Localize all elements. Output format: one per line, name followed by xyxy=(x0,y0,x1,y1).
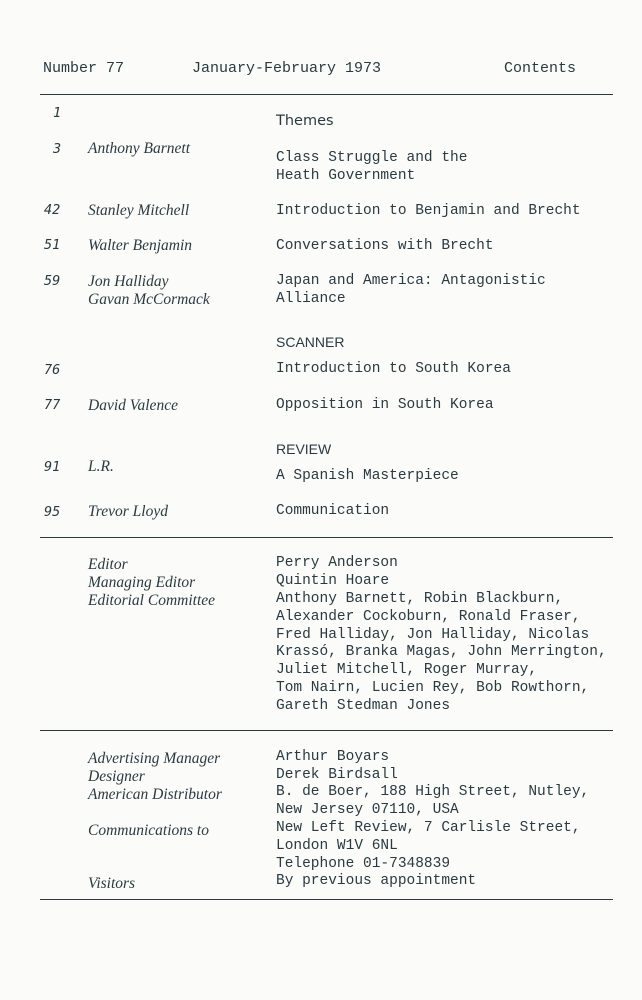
designer-name: Derek Birdsall xyxy=(276,767,398,783)
scanner-heading: SCANNER xyxy=(276,334,345,350)
committee-label: Editorial Committee xyxy=(88,592,216,609)
american-distributor: B. de Boer, 188 High Street, Nutley, New Jersey 07110, USA xyxy=(276,784,590,818)
managing-editor-label: Managing Editor xyxy=(88,574,196,591)
footer-rule xyxy=(40,899,613,900)
entry-author: Jon Halliday Gavan McCormack xyxy=(88,273,210,308)
visitors-note: By previous appointment xyxy=(276,873,477,889)
entry-title: Opposition in South Korea xyxy=(276,397,494,413)
issue-date: January-February 1973 xyxy=(192,60,382,77)
managing-editor-name: Quintin Hoare xyxy=(276,573,390,589)
entry-author: Walter Benjamin xyxy=(88,237,193,254)
entry-author: L.R. xyxy=(88,458,114,475)
advertising-name: Arthur Boyars xyxy=(276,749,390,765)
entry-title: Communication xyxy=(276,503,390,519)
header-rule xyxy=(40,94,613,95)
entry-page: 3 xyxy=(53,141,62,157)
visitors-label: Visitors xyxy=(88,875,136,892)
entry-page: 91 xyxy=(44,459,61,475)
entry-title: Introduction to South Korea xyxy=(276,361,511,377)
entry-author: Anthony Barnett xyxy=(88,140,191,157)
entry-page: 1 xyxy=(53,105,62,121)
entry-author: Stanley Mitchell xyxy=(88,202,190,219)
entry-page: 42 xyxy=(44,202,61,218)
editor-name: Perry Anderson xyxy=(276,555,398,571)
entry-author: Trevor Lloyd xyxy=(88,503,168,520)
editor-label: Editor xyxy=(88,556,128,573)
entry-page: 95 xyxy=(44,504,61,520)
contents-rule xyxy=(40,537,613,538)
entry-title: Introduction to Benjamin and Brecht xyxy=(276,203,581,219)
entry-title: A Spanish Masterpiece xyxy=(276,468,459,484)
entry-page: 59 xyxy=(44,273,61,289)
communications-address: New Left Review, 7 Carlisle Street, London W1V 6NL Telephone 01-7348839 xyxy=(276,820,581,872)
entry-author: David Valence xyxy=(88,397,178,414)
contents-label: Contents xyxy=(504,60,577,77)
entry-title: Class Struggle and the Heath Government xyxy=(276,150,468,184)
issue-number: Number 77 xyxy=(43,60,125,77)
review-heading: REVIEW xyxy=(276,441,332,457)
american-distributor-label: American Distributor xyxy=(88,786,222,803)
entry-title: Conversations with Brecht xyxy=(276,238,494,254)
committee-members: Anthony Barnett, Robin Blackburn, Alexander Cockoburn, Ronald Fraser, Fred Halliday, Jon Halliday, Nicolas Krassó, Branka Magas, John Merrington, Juliet Mitchell, Roger Murray, Tom Nairn, Lucien Rey, Bob Rowthorn, Gareth Stedman Jones xyxy=(276,591,607,714)
entry-page: 77 xyxy=(44,397,61,413)
entry-page: 76 xyxy=(44,362,61,378)
staff-rule xyxy=(40,730,613,731)
entry-page: 51 xyxy=(44,237,61,253)
entry-title: Japan and America: Antagonistic Alliance xyxy=(276,273,546,307)
designer-label: Designer xyxy=(88,768,145,785)
communications-label: Communications to xyxy=(88,822,209,839)
advertising-label: Advertising Manager xyxy=(88,750,221,767)
themes-heading: Themes xyxy=(276,113,334,129)
